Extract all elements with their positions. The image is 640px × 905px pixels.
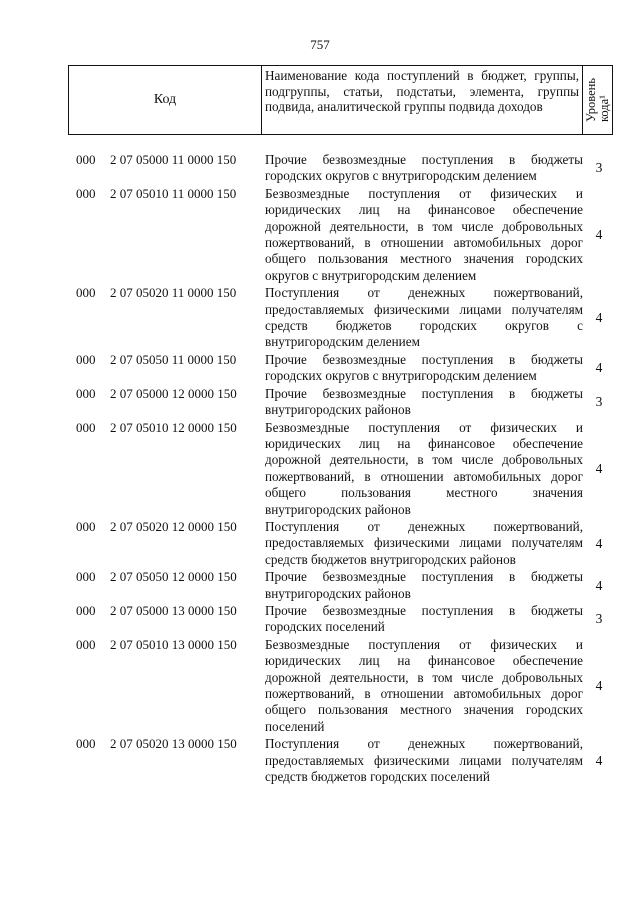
- table-row: [70, 736, 615, 785]
- header-level-label-line2: кода¹: [596, 95, 611, 123]
- row-code: 2 07 05020 12 0000 150: [110, 518, 237, 534]
- row-level: 4: [595, 678, 603, 693]
- table-row: [70, 285, 615, 351]
- row-code: 2 07 05000 13 0000 150: [110, 602, 237, 618]
- table-row: [70, 186, 615, 284]
- row-level: 4: [595, 752, 603, 768]
- table-row: [70, 386, 615, 419]
- row-code: 2 07 05010 13 0000 150: [110, 636, 237, 652]
- row-code: 2 07 05000 12 0000 150: [110, 385, 237, 401]
- row-name: Поступления от денежных пожертвований, предоставляемых физическими лицами получателям средств бюджетов городских поселений: [265, 736, 583, 785]
- table-row: [70, 519, 615, 568]
- row-prefix: 000: [76, 602, 96, 618]
- table-row: [70, 603, 615, 636]
- row-name: Поступления от денежных пожертвований, предоставляемых физическими лицами получателям средств бюджетов городских округов с внутригородским делением: [265, 285, 583, 350]
- row-name: Прочие безвозмездные поступления в бюджеты городских округов с внутригородским делением: [265, 152, 583, 184]
- row-code: 2 07 05050 12 0000 150: [110, 569, 237, 585]
- table-row: [70, 569, 615, 602]
- row-name: Безвозмездные поступления от физических и юридических лиц на финансовое обеспечение дорожной деятельности, в том числе добровольных пожертвований, в отношении автомобильных дорог общего пользования местного значения городских округов с внутригородским делением: [265, 185, 583, 283]
- row-prefix: 000: [76, 636, 96, 652]
- table-header: [68, 65, 613, 135]
- row-code: 2 07 05010 12 0000 150: [110, 419, 237, 435]
- table-body: [70, 152, 615, 786]
- header-name-label: Наименование кода поступлений в бюджет, группы, подгруппы, статьи, подстатьи, элемента, группы подвида, аналитической группы подвида доходов: [262, 66, 583, 134]
- row-prefix: 000: [76, 569, 96, 585]
- header-level-label-line1: Уровень: [583, 77, 598, 123]
- row-level: 3: [595, 160, 603, 176]
- row-prefix: 000: [76, 152, 96, 167]
- row-code: 2 07 05020 13 0000 150: [110, 736, 237, 752]
- row-prefix: 000: [76, 285, 96, 301]
- header-level-label: [585, 78, 611, 122]
- table-row: [70, 420, 615, 518]
- row-prefix: 000: [76, 185, 96, 201]
- row-code: 2 07 05010 11 0000 150: [110, 185, 237, 201]
- row-code: 2 07 05000 11 0000 150: [110, 152, 237, 167]
- row-level: 4: [595, 360, 603, 376]
- row-prefix: 000: [76, 351, 96, 367]
- page-number: 757: [310, 37, 330, 52]
- header-code-label: Код: [69, 66, 262, 134]
- row-level: 3: [595, 394, 603, 410]
- row-level: 3: [595, 611, 603, 627]
- row-prefix: 000: [76, 736, 96, 752]
- row-name: Безвозмездные поступления от физических и юридических лиц на финансовое обеспечение дорожной деятельности, в том числе добровольных пожертвований, в отношении автомобильных дорог общего пользования местного значения городских поселений: [265, 636, 583, 734]
- row-name: Прочие безвозмездные поступления в бюджеты городских округов с внутригородским делением: [265, 351, 583, 384]
- header-level-cell: [583, 66, 612, 134]
- row-level: 4: [595, 227, 603, 243]
- row-level: 4: [595, 310, 603, 326]
- row-name: Безвозмездные поступления от физических и юридических лиц на финансовое обеспечение дорожной деятельности, в том числе добровольных пожертвований, в отношении автомобильных дорог общего пользования местного значения внутригородских районов: [265, 419, 583, 517]
- row-level: 4: [595, 535, 603, 551]
- row-level: 4: [595, 577, 603, 593]
- row-name: Прочие безвозмездные поступления в бюджеты городских поселений: [265, 602, 583, 635]
- row-name: Прочие безвозмездные поступления в бюджеты внутригородских районов: [265, 569, 583, 601]
- row-prefix: 000: [76, 518, 96, 534]
- row-code: 2 07 05050 11 0000 150: [110, 351, 237, 367]
- row-level: 4: [595, 460, 603, 476]
- row-prefix: 000: [76, 385, 96, 401]
- row-code: 2 07 05020 11 0000 150: [110, 285, 237, 301]
- table-row: [70, 352, 615, 385]
- row-prefix: 000: [76, 419, 96, 435]
- row-name: Поступления от денежных пожертвований, предоставляемых физическими лицами получателям средств бюджетов внутригородских районов: [265, 518, 583, 567]
- row-name: Прочие безвозмездные поступления в бюджеты внутригородских районов: [265, 385, 583, 418]
- table-row: [70, 152, 615, 185]
- table-row: [70, 637, 615, 735]
